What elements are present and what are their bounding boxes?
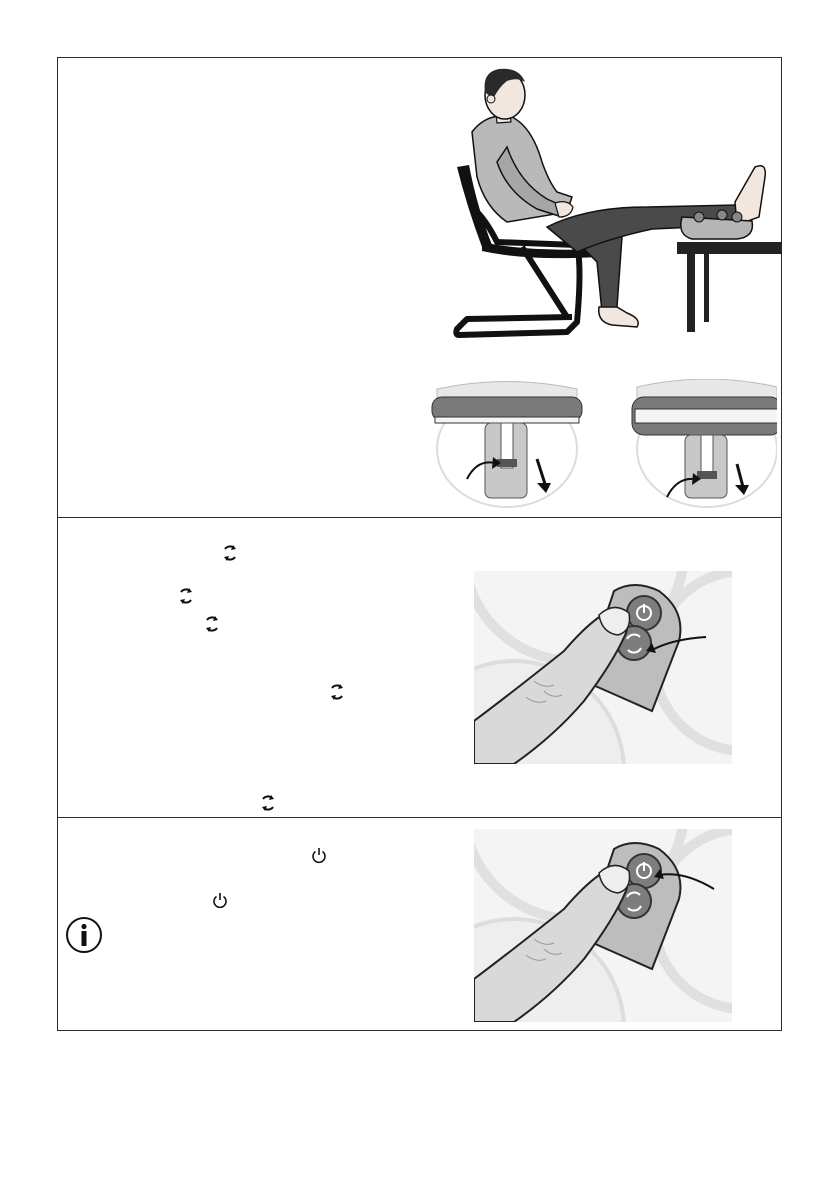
- rotate-icon: [259, 794, 277, 812]
- finger-press-rotate-button-illustration: [474, 571, 732, 764]
- rotate-icon: [177, 587, 195, 605]
- positioning-section: [57, 57, 782, 517]
- rotate-icon: [221, 544, 239, 562]
- power-icon: [212, 892, 228, 909]
- power-icon: [311, 847, 327, 864]
- rotate-icon: [328, 683, 346, 701]
- rotate-icon: [203, 615, 221, 633]
- change-direction-section: [57, 517, 782, 817]
- power-off-section: [57, 817, 782, 1031]
- man-seated-feet-on-massager-illustration: [437, 67, 782, 352]
- info-icon: [64, 915, 104, 955]
- finger-press-power-button-illustration: [474, 829, 732, 1022]
- massager-tilt-stand-illustration: [427, 379, 777, 512]
